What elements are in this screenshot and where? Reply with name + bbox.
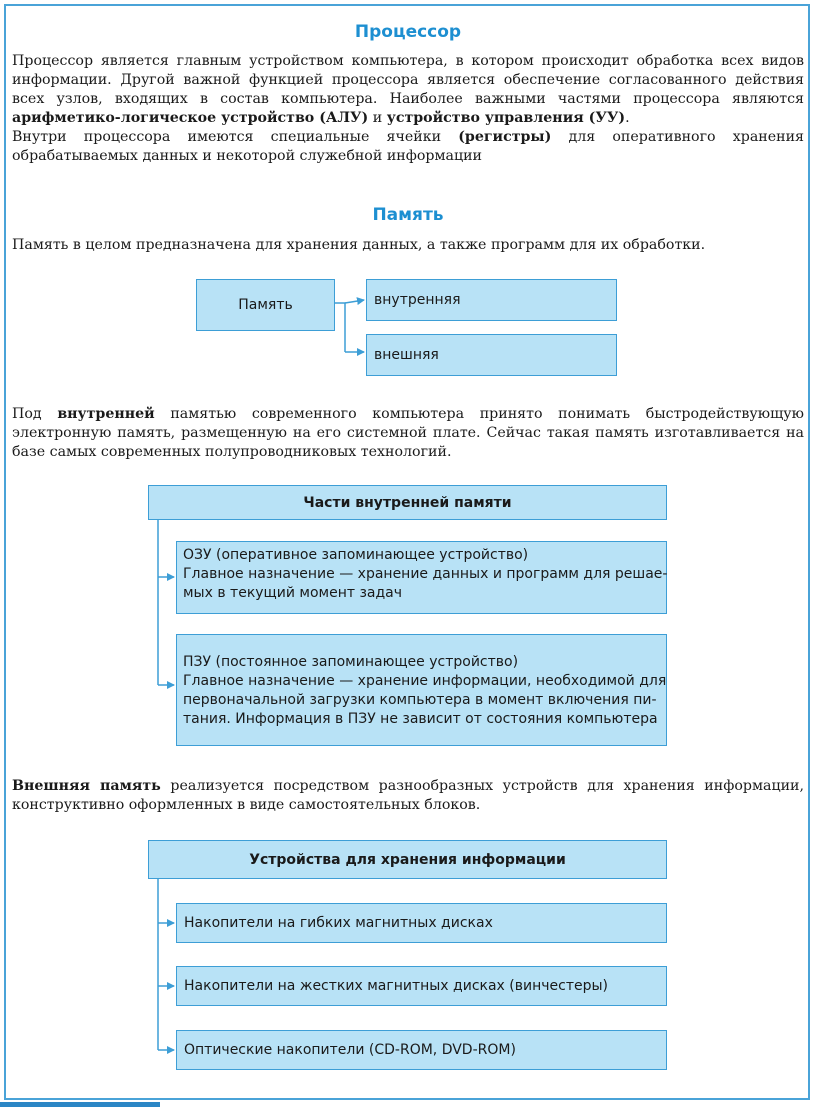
ram-box [176,541,667,614]
storage-item-hdd: Накопители на жестких магнитных дисках (винчестеры) [176,966,667,1006]
storage-title-box: Устройства для хранения информации [148,840,667,879]
external-memory-box: внешняя [366,334,617,376]
storage-item-floppy: Накопители на гибких магнитных дисках [176,903,667,943]
registers-paragraph: Внутри процессора имеются специальные ячейки (регистры) для оперативного хранения обрабатываемых данных и некоторой служебной информации [12,129,804,164]
memory-intro-paragraph: Память в целом предназначена для хранения данных, а также программ для их обработки. [12,237,706,253]
page-footer-bar [0,1102,160,1107]
internal-parts-title-box: Части внутренней памяти [148,485,667,520]
storage-item-optical: Оптические накопители (CD-ROM, DVD-ROM) [176,1030,667,1070]
rom-line: тания. Информация в ПЗУ не зависит от состояния компьютера [183,711,658,727]
rom-line: Главное назначение — хранение информации, необходимой для [183,673,667,689]
ram-line: Главное назначение — хранение данных и программ для решае- [183,566,668,582]
external-memory-paragraph: Внешняя память реализуется посредством разнообразных устройств для хранения информации, конструктивно оформленных в виде самостоятельных блоков. [12,778,804,813]
rom-line: первоначальной загрузки компьютера в момент включения пи- [183,692,657,708]
processor-paragraph: Процессор является главным устройством компьютера, в котором происходит обработка всех видов информации. Другой важной функцией процессора является обеспечение согласованного действия всех узлов, входящих в состав компьютера. Наиболее важными частями процессора являются арифметико-логическое устройство (АЛУ) и устройство управления (УУ). [12,53,804,126]
memory-root-box: Память [196,279,335,331]
internal-memory-paragraph: Под внутренней памятью современного компьютера принято понимать быстродействующую электронную память, размещенную на его системной плате. Сейчас такая память изготавливается на базе самых современных полупроводниковых технологий. [12,406,804,460]
rom-line: ПЗУ (постоянное запоминающее устройство) [183,654,519,670]
rom-box [176,634,667,746]
section-heading-memory: Память [372,205,444,225]
ram-line: ОЗУ (оперативное запоминающее устройство) [183,547,529,563]
section-heading-processor: Процессор [354,22,462,42]
internal-memory-box: внутренняя [366,279,617,321]
ram-line: мых в текущий момент задач [183,585,403,601]
